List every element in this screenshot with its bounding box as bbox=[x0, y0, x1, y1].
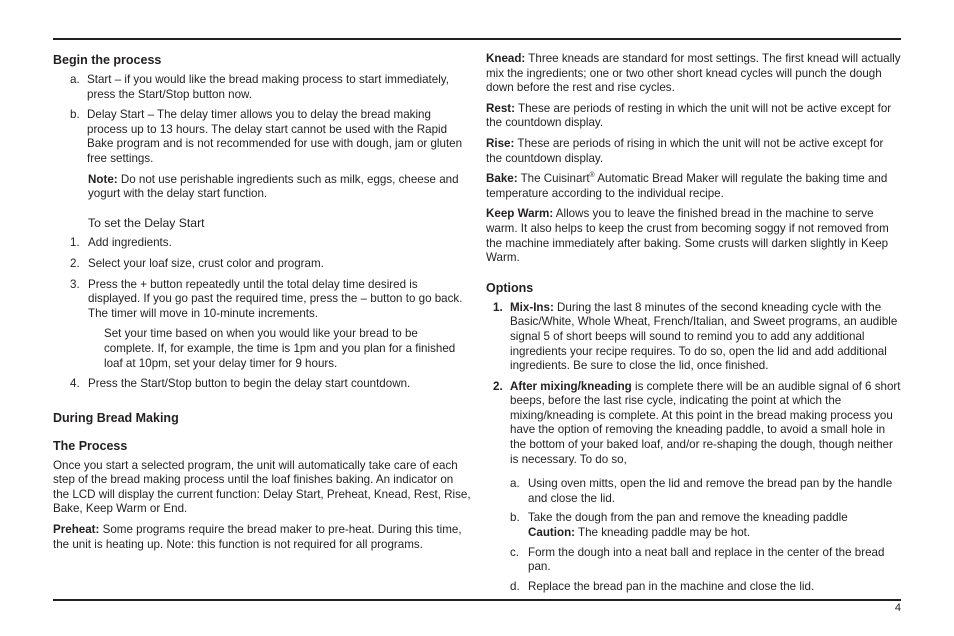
list-text: Press the Start/Stop button to begin the delay start countdown. bbox=[88, 377, 411, 391]
list-item bbox=[53, 278, 471, 322]
right-column bbox=[486, 52, 902, 599]
option-label: Mix-Ins: bbox=[510, 300, 554, 314]
def-text: Automatic Bread Maker will regulate the baking time and temperature according to the individual recipe. bbox=[486, 172, 888, 200]
list-marker: 2. bbox=[493, 379, 503, 393]
list-item bbox=[53, 73, 471, 102]
def-label: Keep Warm: bbox=[486, 207, 554, 221]
registered-mark: ® bbox=[589, 172, 595, 180]
preheat-label: Preheat: bbox=[53, 523, 100, 537]
def-text: These are periods of rising in which the unit will not be active except for the countdown display. bbox=[486, 136, 884, 165]
option-item bbox=[486, 301, 902, 374]
note-text: Do not use perishable ingredients such as milk, eggs, cheese and yogurt with the delay start function. bbox=[88, 172, 459, 201]
def-label: Knead: bbox=[486, 52, 526, 65]
option-text: is complete there will be an audible signal of 6 short beeps, before the last rise cycle, indicating the point at which the mixing/kneading is complete. At this point in the bread making process you have the option of removing the kneading paddle, to avoid a small hole in the bottom of your baked loaf, and/or re-shaping the dough, though neither is necessary. To do so, bbox=[510, 379, 901, 466]
def-text: Allows you to leave the finished bread in the machine to serve warm. It also helps to keep the crust from becoming soggy if not removed from the machine immediately after baking. Some crusts will darken slightly in Keep Warm. bbox=[486, 207, 889, 265]
process-heading: The Process bbox=[53, 438, 128, 453]
def-label: Bake: bbox=[486, 172, 518, 186]
page-number: 4 bbox=[894, 602, 901, 614]
sub-item bbox=[510, 546, 902, 575]
note-paragraph bbox=[88, 173, 471, 202]
def-text: Three kneads are standard for most settings. The first knead will actually mix the ingredients; one or two other short knead cycles will punch the dough down before the rest and rise cycles. bbox=[486, 52, 901, 95]
list-marker: d. bbox=[510, 579, 520, 593]
list-item bbox=[53, 236, 471, 251]
list-item bbox=[53, 257, 471, 272]
list-marker: a. bbox=[510, 477, 520, 491]
list-marker: 4. bbox=[70, 377, 80, 391]
top-rule bbox=[53, 38, 901, 40]
option-item bbox=[486, 380, 902, 468]
left-column bbox=[53, 52, 471, 558]
rise-paragraph bbox=[486, 137, 902, 166]
list-text: Take the dough from the pan and remove the kneading paddle bbox=[528, 511, 848, 525]
list-text: Start – if you would like the bread making process to start immediately, press the Start/Stop button now. bbox=[87, 73, 449, 101]
sub-item bbox=[510, 477, 902, 506]
preheat-text: Some programs require the bread maker to pre-heat. During this time, the unit is heating up. Note: this function is not required for all programs. bbox=[53, 523, 462, 551]
list-item bbox=[53, 377, 471, 392]
option-text: During the last 8 minutes of the second kneading cycle with the Basic/White, Whole Wheat, French/Italian, and Sweet programs, an audible signal 5 of short beeps will sound to remind you to add any additional ingredients your recipe requires. To do so, open the lid and add additional ingredients. Be sure to close the lid, once finished. bbox=[510, 300, 898, 373]
def-text: The Cuisinart bbox=[517, 172, 590, 186]
options-heading: Options bbox=[486, 280, 534, 295]
caution-label: Caution: bbox=[528, 526, 576, 540]
def-text: These are periods of resting in which the unit will not be active except for the countdown display. bbox=[486, 101, 892, 130]
bake-paragraph bbox=[486, 172, 902, 201]
list-text: Using oven mitts, open the lid and remove the bread pan by the handle and close the lid. bbox=[528, 477, 893, 505]
sub-item bbox=[510, 511, 902, 540]
delay-extra: Set your time based on when you would like your bread to be complete. If, for example, the time is 1pm and you plan for a finished loaf at 10pm, set your delay timer for 9 hours. bbox=[104, 327, 456, 370]
keep-warm-paragraph bbox=[486, 207, 902, 265]
list-text: Delay Start – The delay timer allows you to delay the bread making process up to 13 hours. The delay start cannot be used with the Rapid Bake program and is not recommended for use with dough, jam or gluten free settings. bbox=[87, 108, 463, 165]
list-text: Add ingredients. bbox=[88, 236, 172, 250]
during-heading: During Bread Making bbox=[53, 410, 179, 425]
def-label: Rise: bbox=[486, 136, 515, 150]
list-marker: 2. bbox=[70, 256, 80, 270]
list-marker: 1. bbox=[493, 300, 503, 314]
list-marker: b. bbox=[510, 511, 520, 525]
list-marker: c. bbox=[510, 545, 520, 559]
preheat-paragraph bbox=[53, 523, 471, 552]
list-item bbox=[53, 108, 471, 166]
note-label: Note: bbox=[88, 172, 118, 186]
process-text: Once you start a selected program, the unit will automatically take care of each step of the bread making process until the loaf finishes baking. An indicator on the LCD will display the current function: Delay Start, Preheat, Knead, Rest, Rise, Bake, Keep Warm or End. bbox=[53, 458, 471, 516]
list-text: Select your loaf size, crust color and program. bbox=[88, 256, 324, 270]
begin-heading: Begin the process bbox=[53, 53, 162, 67]
list-text: Form the dough into a neat ball and replace in the center of the bread pan. bbox=[528, 545, 885, 574]
bottom-rule bbox=[53, 599, 901, 601]
list-marker: b. bbox=[70, 108, 80, 122]
caution-text: The kneading paddle may be hot. bbox=[575, 526, 751, 540]
rest-paragraph bbox=[486, 102, 902, 131]
list-text: Replace the bread pan in the machine and close the lid. bbox=[528, 579, 815, 593]
list-marker: 1. bbox=[70, 236, 80, 250]
knead-paragraph bbox=[486, 52, 902, 96]
list-text: Press the + button repeatedly until the total delay time desired is displayed. If you go past the required time, press the – button to go back. The timer will move in 10-minute increments. bbox=[88, 277, 463, 320]
list-marker: 3. bbox=[70, 277, 80, 291]
option-label: After mixing/kneading bbox=[510, 379, 632, 393]
def-label: Rest: bbox=[486, 101, 515, 115]
delay-heading: To set the Delay Start bbox=[88, 215, 205, 230]
sub-item bbox=[510, 580, 902, 595]
list-marker: a. bbox=[70, 73, 80, 86]
